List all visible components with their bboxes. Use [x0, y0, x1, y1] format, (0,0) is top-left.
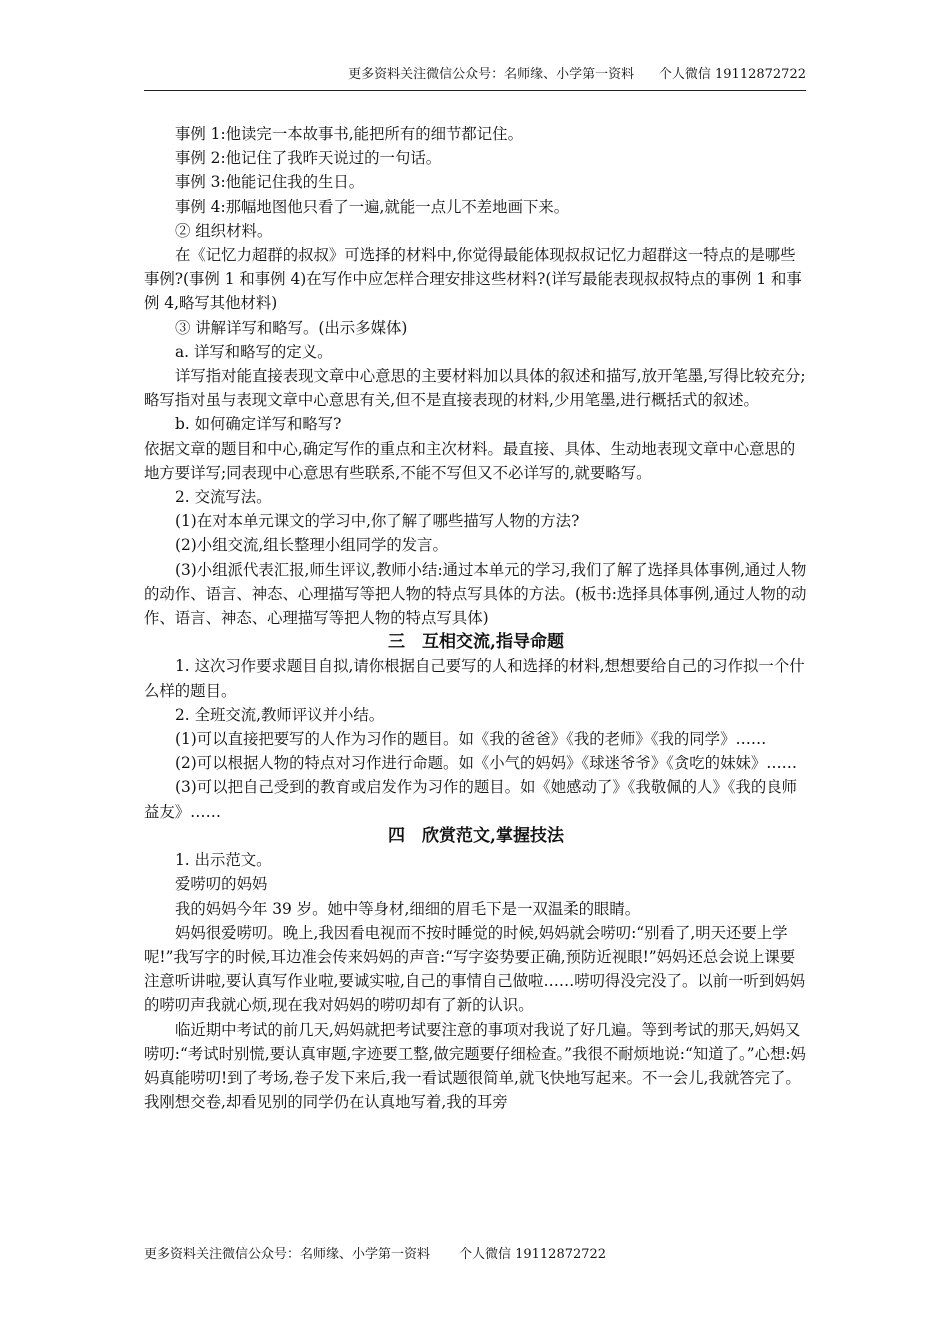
paragraph: (1)在对本单元课文的学习中,你了解了哪些描写人物的方法?: [175, 512, 580, 531]
paragraph: (2)可以根据人物的特点对习作进行命题。如《小气的妈妈》《球迷爷爷》《贪吃的妹妹》……: [175, 754, 798, 773]
page-footer: [144, 1245, 606, 1265]
paragraph: 临近期中考试的前几天,妈妈就把考试要注意的事项对我说了好几遍。等到考试的那天,妈妈又唠叨:“考试时别慌,要认真审题,字迹要工整,做完题要仔细检查。”我很不耐烦地说:“知道了。”心想:妈妈真能唠叨!到了考场,卷子发下来后,我一看试题很简单,就飞快地写起来。不一会儿,我就答完了。我刚想交卷,却看见别的同学仍在认真地写着,我的耳旁: [144, 1020, 806, 1112]
paragraph: 2. 交流写法。: [175, 488, 272, 507]
paragraph: (1)可以直接把要写的人作为习作的题目。如《我的爸爸》《我的老师》《我的同学》……: [175, 730, 767, 749]
header-wechat: 个人微信 19112872722: [658, 67, 806, 82]
paragraph: ② 组织材料。: [175, 221, 273, 240]
paragraph: 事例 1:他读完一本故事书,能把所有的细节都记住。: [175, 125, 523, 143]
paragraph: 妈妈很爱唠叨。晚上,我因看电视而不按时睡觉的时候,妈妈就会唠叨:“别看了,明天还要上学呢!”我写字的时候,耳边准会传来妈妈的声音:“写字姿势要正确,预防近视眼!”妈妈还总会说上课要注意听讲啦,要认真写作业啦,要诚实啦,自己的事情自己做啦……唠叨得没完没了。以前一听到妈妈的唠叨声我就心烦,现在我对妈妈的唠叨却有了新的认识。: [144, 923, 806, 1015]
paragraph: a. 详写和略写的定义。: [175, 342, 333, 361]
footer-text: 更多资料关注微信公众号：名师缘、小学第一资料: [144, 1247, 431, 1262]
paragraph: 1. 出示范文。: [175, 851, 272, 870]
paragraph: b. 如何确定详写和略写?: [175, 415, 342, 434]
page-header: [144, 64, 806, 91]
paragraph: 我的妈妈今年 39 岁。她中等身材,细细的眉毛下是一双温柔的眼睛。: [175, 899, 641, 918]
paragraph: 事例 4:那幅地图他只看了一遍,就能一点儿不差地画下来。: [175, 197, 570, 216]
document-body: [144, 122, 808, 1114]
section-heading-4: 四 欣赏范文,掌握技法: [388, 825, 564, 846]
paragraph: 事例 2:他记住了我昨天说过的一句话。: [175, 149, 442, 168]
paragraph: (3)可以把自己受到的教育或启发作为习作的题目。如《她感动了》《我敬佩的人》《我的良师益友》……: [144, 778, 798, 821]
paragraph: 2. 全班交流,教师评议并小结。: [175, 705, 385, 724]
paragraph: (2)小组交流,组长整理小组同学的发言。: [175, 536, 448, 555]
section-heading-3: 三 互相交流,指导命题: [388, 632, 564, 653]
paragraph: 详写指对能直接表现文章中心意思的主要材料加以具体的叙述和描写,放开笔墨,写得比较充分;略写指对虽与表现文章中心意思有关,但不是直接表现的材料,少用笔墨,进行概括式的叙述。: [144, 367, 806, 410]
paragraph: 在《记忆力超群的叔叔》可选择的材料中,你觉得最能体现叔叔记忆力超群这一特点的是哪些事例?(事例 1 和事例 4)在写作中应怎样合理安排这些材料?(详写最能表现叔叔特点的事例 1 和事例 4,略写其他材料): [144, 246, 802, 313]
paragraph: 依据文章的题目和中心,确定写作的重点和主次材料。最直接、具体、生动地表现文章中心意思的地方要详写;同表现中心意思有些联系,不能不写但又不必详写的,就要略写。: [144, 439, 796, 482]
paragraph: ③ 讲解详写和略写。(出示多媒体): [175, 318, 408, 337]
header-text: 更多资料关注微信公众号：名师缘、小学第一资料: [348, 67, 635, 82]
footer-wechat: 个人微信 19112872722: [458, 1247, 607, 1262]
essay-title: 爱唠叨的妈妈: [175, 875, 268, 894]
paragraph: (3)小组派代表汇报,师生评议,教师小结:通过本单元的学习,我们了解了选择具体事例,通过人物的动作、语言、神态、心理描写等把人物的特点写具体的方法。(板书:选择具体事例,通过人物的动作、语言、神态、心理描写等把人物的特点写具体): [144, 560, 807, 628]
paragraph: 1. 这次习作要求题目自拟,请你根据自己要写的人和选择的材料,想想要给自己的习作拟一个什么样的题目。: [144, 657, 805, 700]
paragraph: 事例 3:他能记住我的生日。: [175, 173, 365, 192]
